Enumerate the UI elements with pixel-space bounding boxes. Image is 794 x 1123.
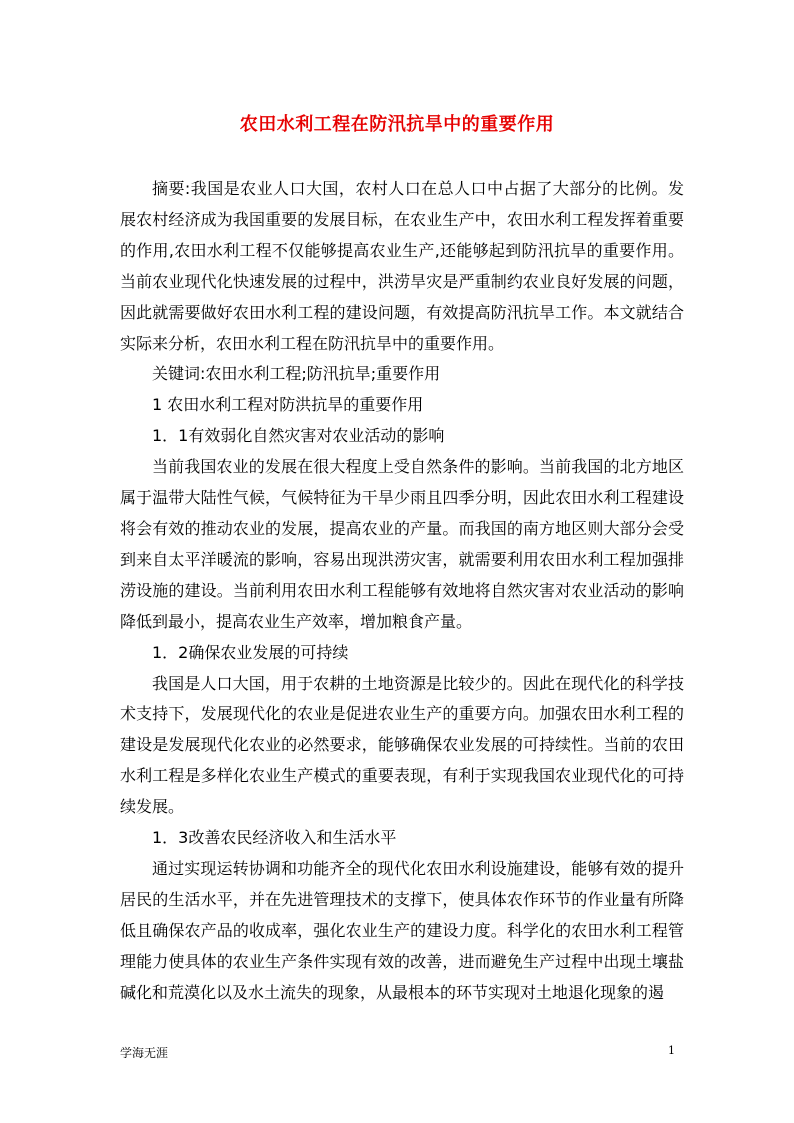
footer-text: 学海无涯 — [120, 1046, 169, 1060]
page-title: 农田水利工程在防汛抗旱中的重要作用 — [239, 114, 555, 135]
subsection-heading: 1．1有效弱化自然灾害对农业活动的影响 — [152, 426, 445, 446]
page-number: 1 — [668, 1044, 675, 1057]
abstract-paragraph: 摘要:我国是农业人口大国，农村人口在总人口中占据了大部分的比例。发展农村经济成为我国重要的发展目标，在农业生产中，农田水利工程发挥着重要的作用,农田水利工程不仅能够提高农业生产,还能够起到防汛抗旱的重要作用。当前农业现代化快速发展的过程中，洪涝旱灾是严重制约农业良好发展的问题，因此就需要做好农田水利工程的建设问题，有效提高防汛抗旱工作。本文就结合实际来分析，农田水利工程在防汛抗旱中的重要作用。 — [120, 179, 684, 353]
body-paragraph: 通过实现运转协调和功能齐全的现代化农田水利设施建设，能够有效的提升居民的生活水平，并在先进管理技术的支撑下，使具体农作环节的作业量有所降低且确保农产品的收成率，强化农业生产的建设力度。科学化的农田水利工程管理能力使具体的农业生产条件实现有效的改善，进而避免生产过程中出现土壤盐碱化和荒漠化以及水土流失的现象，从最根本的环节实现对土地退化现象的遏 — [120, 858, 684, 1002]
document-body — [120, 174, 684, 1008]
subsection-heading: 1．3改善农民经济收入和生活水平 — [152, 828, 397, 848]
body-paragraph: 我国是人口大国，用于农耕的土地资源是比较少的。因此在现代化的科学技术支持下，发展现代化的农业是促进农业生产的重要方向。加强农田水利工程的建设是发展现代化农业的必然要求，能够确保农业发展的可持续性。当前的农田水利工程是多样化农业生产模式的重要表现，有利于实现我国农业现代化的可持续发展。 — [120, 673, 684, 817]
subsection-heading: 1．2确保农业发展的可持续 — [152, 642, 349, 662]
section-heading: 1 农田水利工程对防洪抗旱的重要作用 — [152, 395, 424, 415]
keywords-line: 关键词:农田水利工程;防汛抗旱;重要作用 — [152, 364, 441, 384]
body-paragraph: 当前我国农业的发展在很大程度上受自然条件的影响。当前我国的北方地区属于温带大陆性气候，气候特征为干旱少雨且四季分明，因此农田水利工程建设将会有效的推动农业的发展，提高农业的产量。而我国的南方地区则大部分会受到来自太平洋暖流的影响，容易出现洪涝灾害，就需要利用农田水利工程加强排涝设施的建设。当前利用农田水利工程能够有效地将自然灾害对农业活动的影响降低到最小，提高农业生产效率，增加粮食产量。 — [120, 457, 684, 631]
